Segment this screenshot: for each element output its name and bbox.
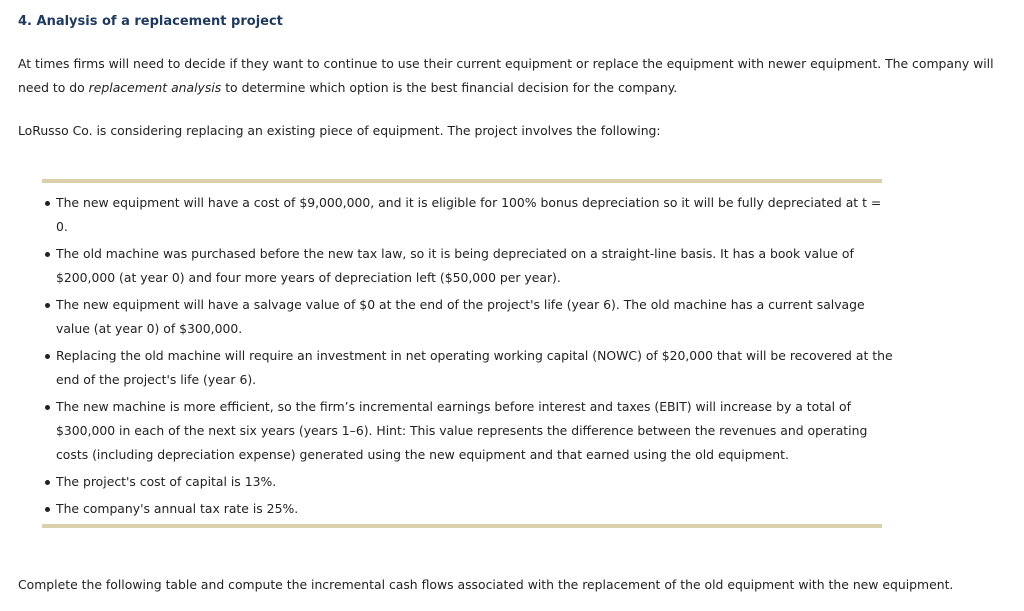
intro-text-start: At times firms will need to decide if they want to continue to use their current equipment or replace the equipment with newer equipment. The company will need to do (18, 56, 994, 95)
fact-incremental-ebit: The new machine is more efficient, so the firm’s incremental earnings before interest and taxes (EBIT) will increase by a total of $300,000 in each of the next six years (years 1–6). Hint: This value represents the difference between the revenues and operating costs (including depreciation expense) generated using the new equipment and that earned using the old equipment. (56, 395, 896, 467)
instruction-paragraph: Complete the following table and compute the incremental cash flows associated with the replacement of the old equipment with the new equipment. (18, 577, 954, 592)
intro-text-end: to determine which option is the best financial decision for the company. (221, 80, 678, 95)
setup-paragraph: LoRusso Co. is considering replacing an existing piece of equipment. The project involves the following: (18, 123, 661, 138)
project-facts-list (42, 191, 896, 524)
fact-tax-rate: The company's annual tax rate is 25%. (56, 497, 896, 521)
fact-cost-of-capital: The project's cost of capital is 13%. (56, 470, 896, 494)
fact-nowc-investment: Replacing the old machine will require an investment in net operating working capital (NOWC) of $20,000 that will be recovered at the end of the project's life (year 6). (56, 344, 896, 392)
fact-old-machine-depreciation: The old machine was purchased before the new tax law, so it is being depreciated on a straight-line basis. It has a book value of $200,000 (at year 0) and four more years of depreciation left ($50,000 per year). (56, 242, 896, 290)
facts-box-top-rule (42, 179, 882, 183)
section-title: 4. Analysis of a replacement project (18, 14, 283, 29)
replacement-analysis-term: replacement analysis (88, 80, 222, 95)
fact-new-equipment-cost: The new equipment will have a cost of $9,000,000, and it is eligible for 100% bonus depreciation so it will be fully depreciated at t = 0. (56, 191, 896, 239)
facts-box-bottom-rule (42, 524, 882, 528)
intro-paragraph (18, 52, 1008, 100)
fact-salvage-values: The new equipment will have a salvage value of $0 at the end of the project's life (year 6). The old machine has a current salvage value (at year 0) of $300,000. (56, 293, 896, 341)
